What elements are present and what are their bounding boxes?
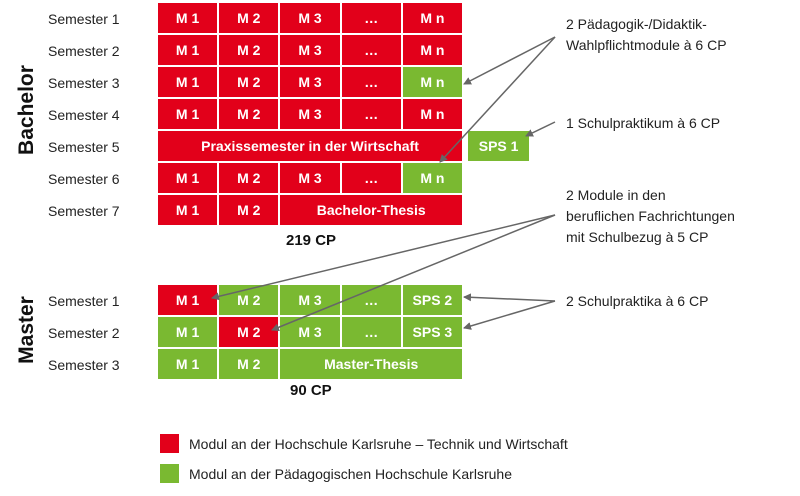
master-module-cell: M 2 xyxy=(219,349,280,381)
bachelor-semester-label: Semester 3 xyxy=(48,75,120,91)
note-schulpraktikum-line1: 1 Schulpraktikum à 6 CP xyxy=(566,115,721,131)
legend-row-hka xyxy=(160,434,568,453)
master-module-cell: Master-Thesis xyxy=(280,349,464,381)
master-module-cell: M 3 xyxy=(280,317,341,349)
note-schulpraktika-line1: 2 Schulpraktika à 6 CP xyxy=(566,293,709,309)
master-module-cell: M 1 xyxy=(158,285,219,317)
legend-text-ph: Modul an der Pädagogischen Hochschule Karlsruhe xyxy=(189,465,512,482)
bachelor-cp: 219 CP xyxy=(286,232,337,249)
bachelor-semester-label: Semester 2 xyxy=(48,43,120,59)
legend-swatch-green xyxy=(160,464,179,483)
master-module-cell: M 2 xyxy=(219,317,280,349)
note-module-line1: 2 Module in den xyxy=(566,187,666,203)
bachelor-module-cell: M 2 xyxy=(219,163,280,195)
bachelor-module-cell: M 1 xyxy=(158,163,219,195)
bachelor-module-cell: M 3 xyxy=(280,67,341,99)
master-module-cell: M 3 xyxy=(280,285,341,317)
bachelor-sps1-cell: SPS 1 xyxy=(468,131,529,163)
master-cp: 90 CP xyxy=(290,382,332,399)
master-module-cell: M 1 xyxy=(158,349,219,381)
bachelor-semester-label: Semester 5 xyxy=(48,139,120,155)
bachelor-module-cell: … xyxy=(342,3,403,35)
bachelor-semester-label: Semester 6 xyxy=(48,171,120,187)
master-semester-label: Semester 1 xyxy=(48,293,120,309)
bachelor-module-cell: M n xyxy=(403,99,464,131)
bachelor-module-cell: M 1 xyxy=(158,195,219,227)
master-semester-label: Semester 2 xyxy=(48,325,120,341)
note-wahlpflichtmodule-line2: Wahlpflichtmodule à 6 CP xyxy=(566,37,727,53)
bachelor-module-cell: M 3 xyxy=(280,163,341,195)
bachelor-module-cell: Praxissemester in der Wirtschaft xyxy=(158,131,464,163)
bachelor-module-cell: … xyxy=(342,163,403,195)
arrow-schulpraktika-sps3 xyxy=(464,301,555,328)
master-module-cell: … xyxy=(342,317,403,349)
master-semester-label: Semester 3 xyxy=(48,357,120,373)
bachelor-module-cell: M n xyxy=(403,163,464,195)
bachelor-module-cell: M n xyxy=(403,67,464,99)
note-wahlpflichtmodule-line1: 2 Pädagogik-/Didaktik- xyxy=(566,16,707,32)
note-module-line2: beruflichen Fachrichtungen xyxy=(566,208,735,224)
arrow-schulpraktikum xyxy=(526,122,555,136)
bachelor-label: Bachelor xyxy=(15,65,38,155)
master-module-cell: … xyxy=(342,285,403,317)
legend-text-hka: Modul an der Hochschule Karlsruhe – Technik und Wirtschaft xyxy=(189,435,568,452)
bachelor-semester-label: Semester 7 xyxy=(48,203,120,219)
bachelor-module-cell: M n xyxy=(403,35,464,67)
bachelor-module-cell: … xyxy=(342,67,403,99)
master-module-cell: SPS 3 xyxy=(403,317,464,349)
bachelor-module-cell: M 2 xyxy=(219,99,280,131)
bachelor-module-cell: … xyxy=(342,99,403,131)
master-label: Master xyxy=(15,296,38,364)
bachelor-module-cell: M 1 xyxy=(158,67,219,99)
bachelor-module-cell: M 3 xyxy=(280,35,341,67)
bachelor-module-cell: M 2 xyxy=(219,195,280,227)
arrow-wahlpflicht-sem6 xyxy=(440,37,555,162)
master-module-cell: M 2 xyxy=(219,285,280,317)
bachelor-module-cell: M 3 xyxy=(280,3,341,35)
bachelor-module-cell: … xyxy=(342,35,403,67)
arrow-wahlpflicht-sem3 xyxy=(464,37,555,84)
legend-row-ph xyxy=(160,464,512,483)
bachelor-module-cell: M n xyxy=(403,3,464,35)
bachelor-module-cell: M 2 xyxy=(219,67,280,99)
bachelor-module-cell: M 3 xyxy=(280,99,341,131)
master-module-cell: M 1 xyxy=(158,317,219,349)
bachelor-module-cell: M 1 xyxy=(158,35,219,67)
bachelor-semester-label: Semester 1 xyxy=(48,11,120,27)
bachelor-module-cell: M 1 xyxy=(158,3,219,35)
bachelor-module-cell: Bachelor-Thesis xyxy=(280,195,464,227)
arrow-schulpraktika-sps2 xyxy=(464,297,555,301)
bachelor-semester-label: Semester 4 xyxy=(48,107,120,123)
bachelor-module-cell: M 2 xyxy=(219,35,280,67)
note-module-line3: mit Schulbezug à 5 CP xyxy=(566,229,709,245)
bachelor-module-cell: M 2 xyxy=(219,3,280,35)
bachelor-module-cell: M 1 xyxy=(158,99,219,131)
legend-swatch-red xyxy=(160,434,179,453)
arrow-module-m1 xyxy=(212,215,555,298)
master-module-cell: SPS 2 xyxy=(403,285,464,317)
